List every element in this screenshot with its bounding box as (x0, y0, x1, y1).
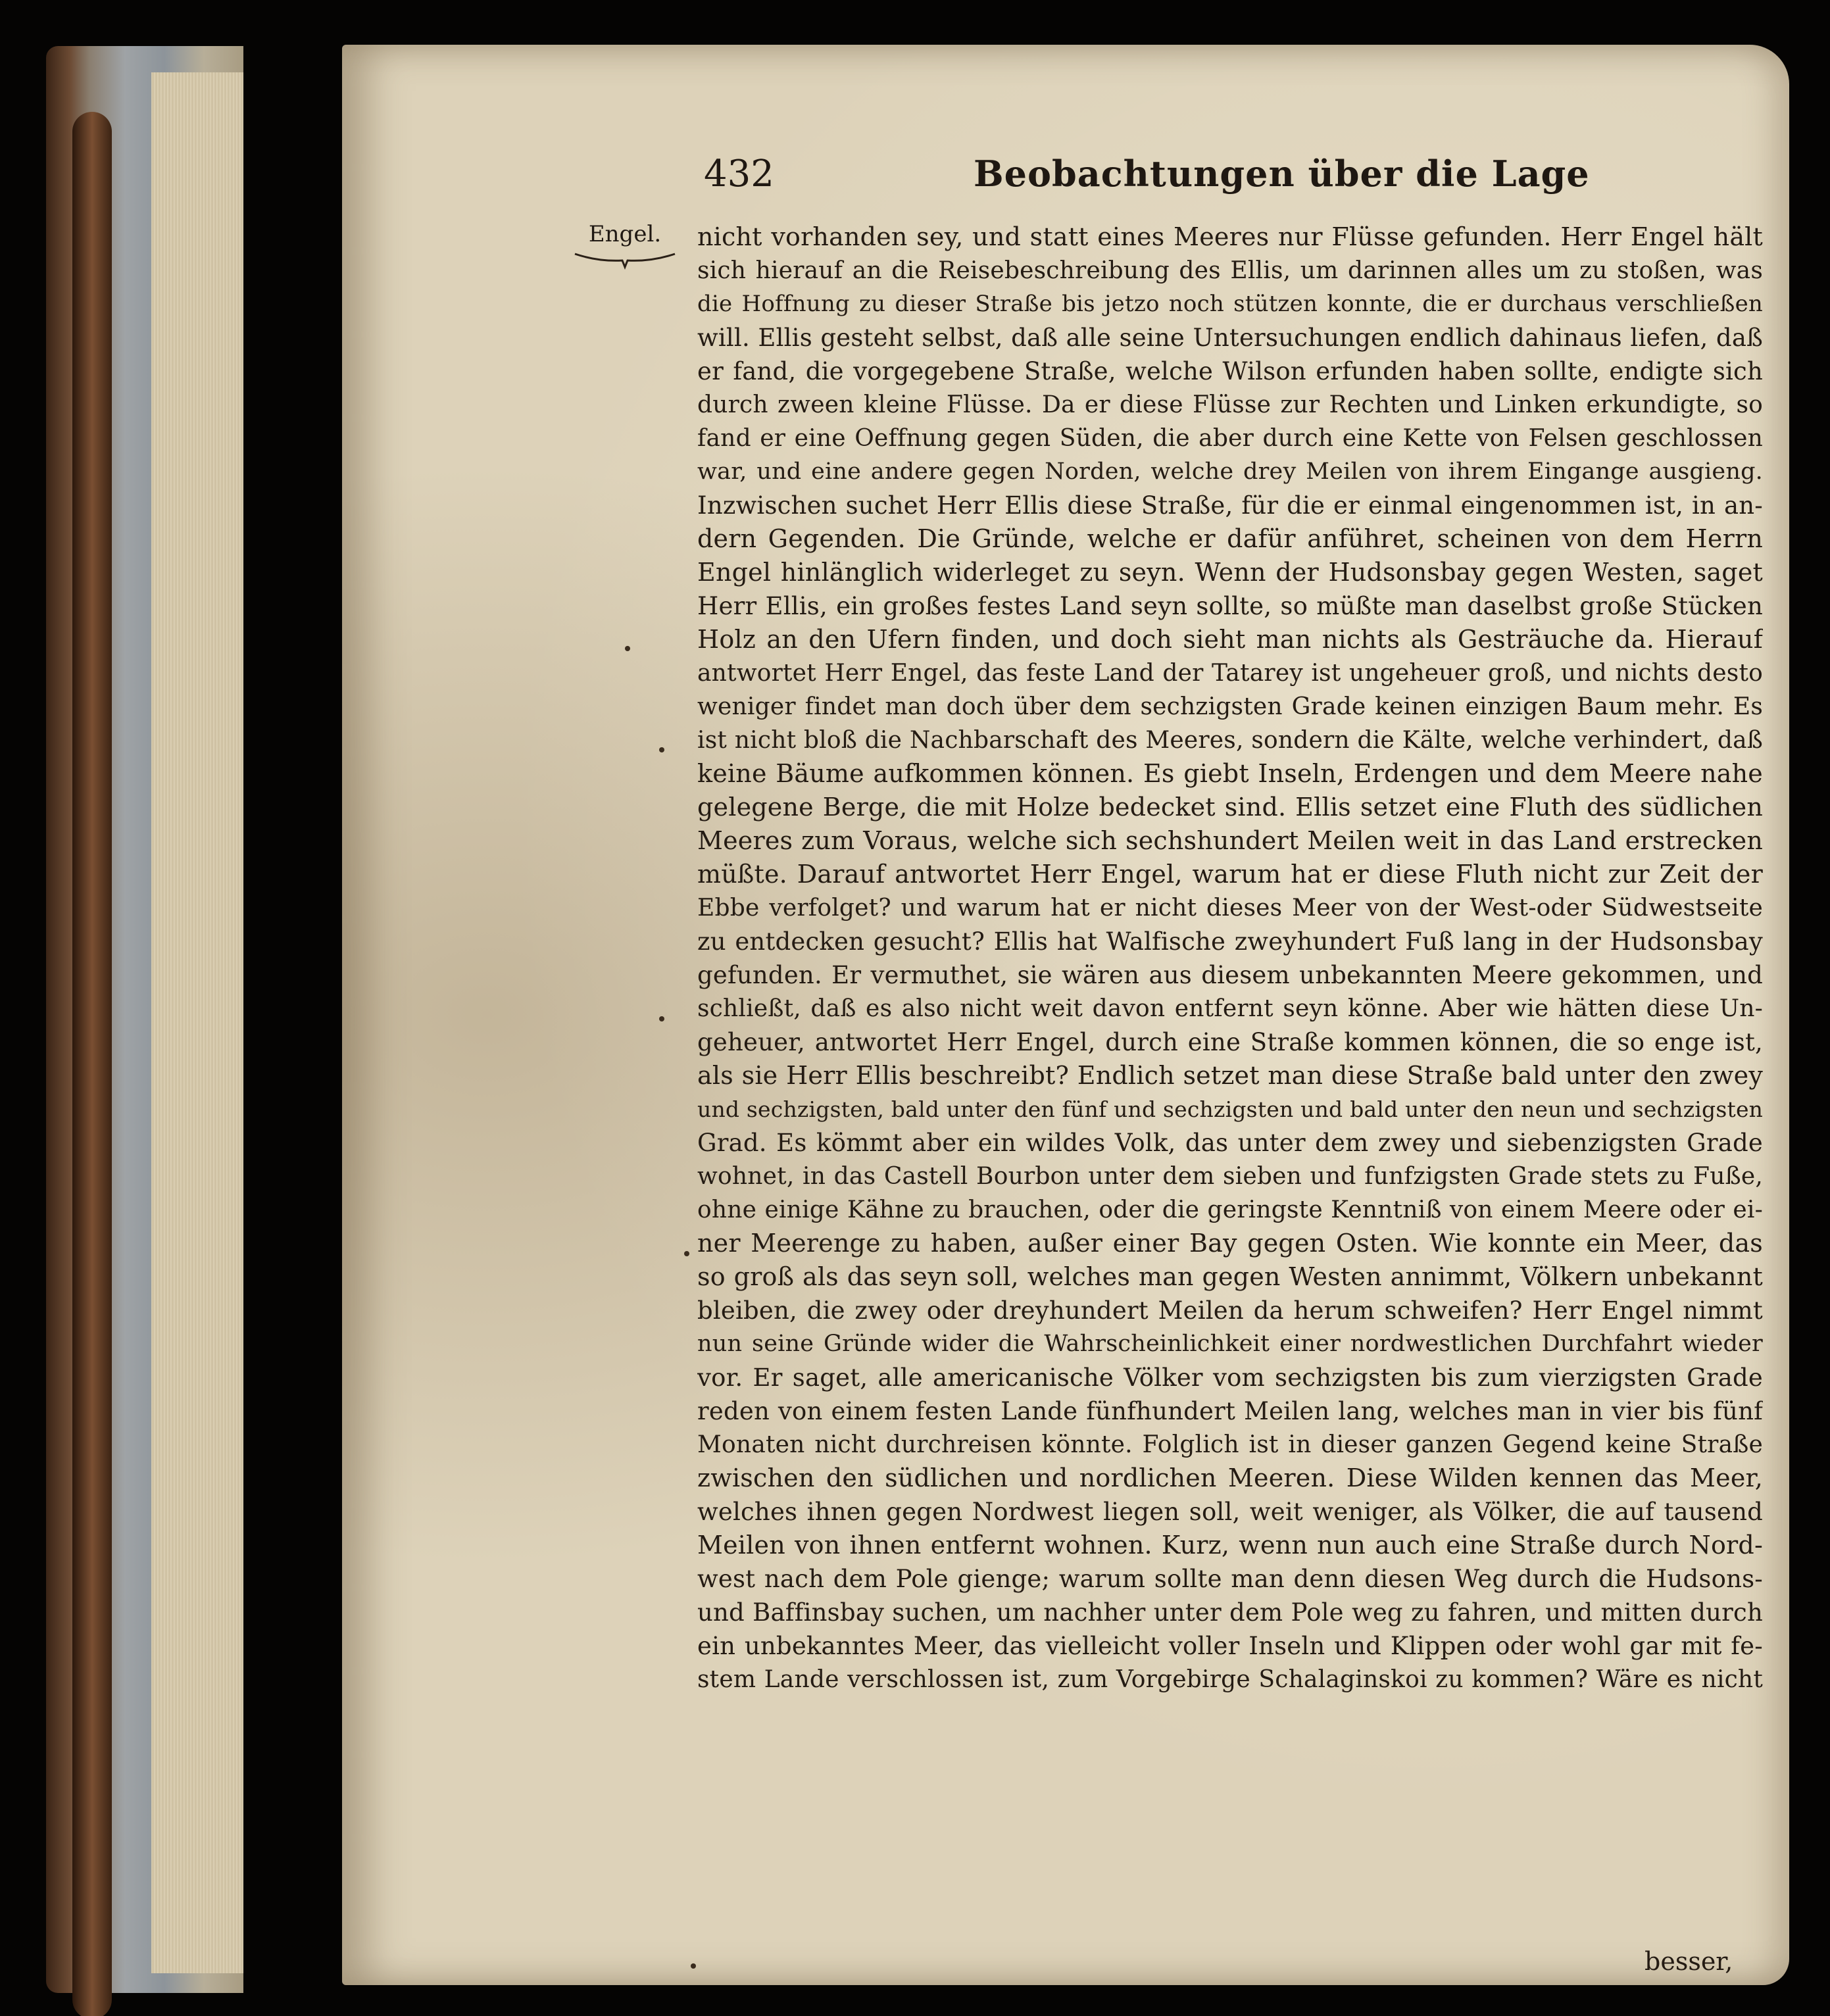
text-line: zwischen den südlichen und nordlichen Meeren. Diese Wilden kennen das Meer, (697, 1463, 1763, 1492)
catchword: besser, (1645, 1947, 1733, 1976)
text-line: durch zween kleine Flüsse. Da er diese Flüsse zur Rechten und Linken erkundigte, so (697, 391, 1763, 418)
text-line: schließt, daß es also nicht weit davon entfernt seyn könne. Aber wie hätten diese Un- (697, 995, 1763, 1022)
text-line: ner Meerenge zu haben, außer einer Bay gegen Osten. Wie konnte ein Meer, das (697, 1229, 1763, 1258)
text-line: und sechzigsten, bald unter den fünf und sechzigsten und bald unter den neun und sechzigsten (697, 1096, 1763, 1122)
text-line: Ebbe verfolget? und warum hat er nicht dieses Meer von der West-oder Südwestseite (697, 895, 1763, 922)
text-line: sich hierauf an die Reisebeschreibung des Ellis, um darinnen alles um zu stoßen, was (697, 257, 1763, 284)
margin-note-label: Engel. (588, 221, 662, 247)
text-line: geheuer, antwortet Herr Engel, durch eine Straße kommen können, die so enge ist, (697, 1028, 1763, 1056)
text-line: will. Ellis gesteht selbst, daß alle seine Untersuchungen endlich dahinaus liefen, daß (697, 324, 1763, 352)
text-line: ein unbekanntes Meer, das vielleicht voller Inseln und Klippen oder wohl gar mit fe- (697, 1632, 1763, 1660)
text-line: Meilen von ihnen entfernt wohnen. Kurz, wenn nun auch eine Straße durch Nord- (697, 1531, 1763, 1560)
book-spine (72, 112, 112, 2016)
text-line: keine Bäume aufkommen können. Es giebt Inseln, Erdengen und dem Meere nahe (697, 759, 1763, 788)
text-line: wohnet, in das Castell Bourbon unter dem sieben und funfzigsten Grade stets zu Fuße, (697, 1163, 1763, 1190)
text-line: Herr Ellis, ein großes festes Land seyn sollte, so müßte man daselbst große Stücken (697, 592, 1763, 620)
text-line: fand er eine Oeffnung gegen Süden, die aber durch eine Kette von Felsen geschlossen (697, 425, 1763, 452)
text-line: ohne einige Kähne zu brauchen, oder die geringste Kenntniß von einem Meere oder ei- (697, 1196, 1763, 1223)
text-line: müßte. Darauf antwortet Herr Engel, warum hat er diese Fluth nicht zur Zeit der (697, 860, 1763, 889)
text-line: zu entdecken gesucht? Ellis hat Walfische zweyhundert Fuß lang in der Hudsonsbay (697, 927, 1763, 956)
text-line: antwortet Herr Engel, das feste Land der Tatarey ist ungeheuer groß, und nichts desto (697, 660, 1763, 687)
text-line: er fand, die vorgegebene Straße, welche Wilson erfunden haben sollte, endigte sich (697, 357, 1763, 385)
text-line: so groß als das seyn soll, welches man gegen Westen annimmt, Völkern unbekannt (697, 1262, 1763, 1291)
text-line: weniger findet man doch über dem sechzigsten Grade keinen einzigen Baum mehr. Es (697, 693, 1763, 720)
text-line: welches ihnen gegen Nordwest liegen soll, weit weniger, als Völker, die auf tausend (697, 1498, 1763, 1526)
text-line: Engel hinlänglich widerleget zu seyn. Wenn der Hudsonsbay gegen Westen, saget (697, 558, 1763, 587)
ink-spot (659, 1016, 664, 1021)
text-line: nicht vorhanden sey, und statt eines Meeres nur Flüsse gefunden. Herr Engel hält (697, 222, 1763, 251)
text-line: stem Lande verschlossen ist, zum Vorgebirge Schalaginskoi zu kommen? Wäre es nicht (697, 1666, 1763, 1693)
text-line: Inzwischen suchet Herr Ellis diese Straße, für die er einmal eingenommen ist, in an- (697, 491, 1763, 520)
text-line: dern Gegenden. Die Gründe, welche er dafür anführet, scheinen von dem Herrn (697, 524, 1763, 553)
text-line: und Baffinsbay suchen, um nachher unter dem Pole weg zu fahren, und mitten durch (697, 1598, 1763, 1627)
text-line: Grad. Es kömmt aber ein wildes Volk, das unter dem zwey und siebenzigsten Grade (697, 1129, 1763, 1157)
text-line: Holz an den Ufern finden, und doch sieht man nichts als Gesträuche da. Hierauf (697, 625, 1763, 654)
text-line: vor. Er saget, alle americanische Völker vom sechzigsten bis zum vierzigsten Grade (697, 1364, 1763, 1392)
text-line: west nach dem Pole gienge; warum sollte man denn diesen Weg durch die Hudsons- (697, 1565, 1763, 1593)
text-line: gefunden. Er vermuthet, sie wären aus diesem unbekannten Meere gekommen, und (697, 961, 1763, 989)
text-line: ist nicht bloß die Nachbarschaft des Meeres, sondern die Kälte, welche verhindert, daß (697, 727, 1763, 754)
page-number: 432 (704, 153, 774, 195)
text-line: gelegene Berge, die mit Holze bedecket sind. Ellis setzet eine Fluth des südlichen (697, 793, 1763, 822)
text-line: Monaten nicht durchreisen könnte. Folglich ist in dieser ganzen Gegend keine Straße (697, 1431, 1763, 1458)
ink-spot (659, 747, 664, 752)
ink-spot (691, 1963, 696, 1969)
text-line: war, und eine andere gegen Norden, welche drey Meilen von ihrem Eingange ausgieng. (697, 458, 1763, 485)
running-head: Beobachtungen über die Lage (974, 153, 1590, 195)
ink-spot (684, 1251, 689, 1256)
text-line: nun seine Gründe wider die Wahrscheinlichkeit einer nordwestlichen Durchfahrt wieder (697, 1331, 1763, 1357)
page-stack (151, 72, 243, 1973)
text-line: die Hoffnung zu dieser Straße bis jetzo noch stützen konnte, die er durchaus verschließen (697, 291, 1763, 317)
text-line: reden von einem festen Lande fünfhundert Meilen lang, welches man in vier bis fünf (697, 1397, 1763, 1425)
page-header (704, 153, 1625, 212)
ink-spot (625, 646, 630, 651)
text-line: bleiben, die zwey oder dreyhundert Meilen da herum schweifen? Herr Engel nimmt (697, 1296, 1763, 1325)
text-line: als sie Herr Ellis beschreibt? Endlich setzet man diese Straße bald unter den zwey (697, 1061, 1763, 1090)
margin-bracket-icon (572, 250, 678, 270)
book-page-edges (46, 46, 243, 1993)
text-line: Meeres zum Voraus, welche sich sechshundert Meilen weit in das Land erstrecken (697, 826, 1763, 855)
body-text (697, 220, 1763, 1696)
margin-note (566, 221, 684, 270)
